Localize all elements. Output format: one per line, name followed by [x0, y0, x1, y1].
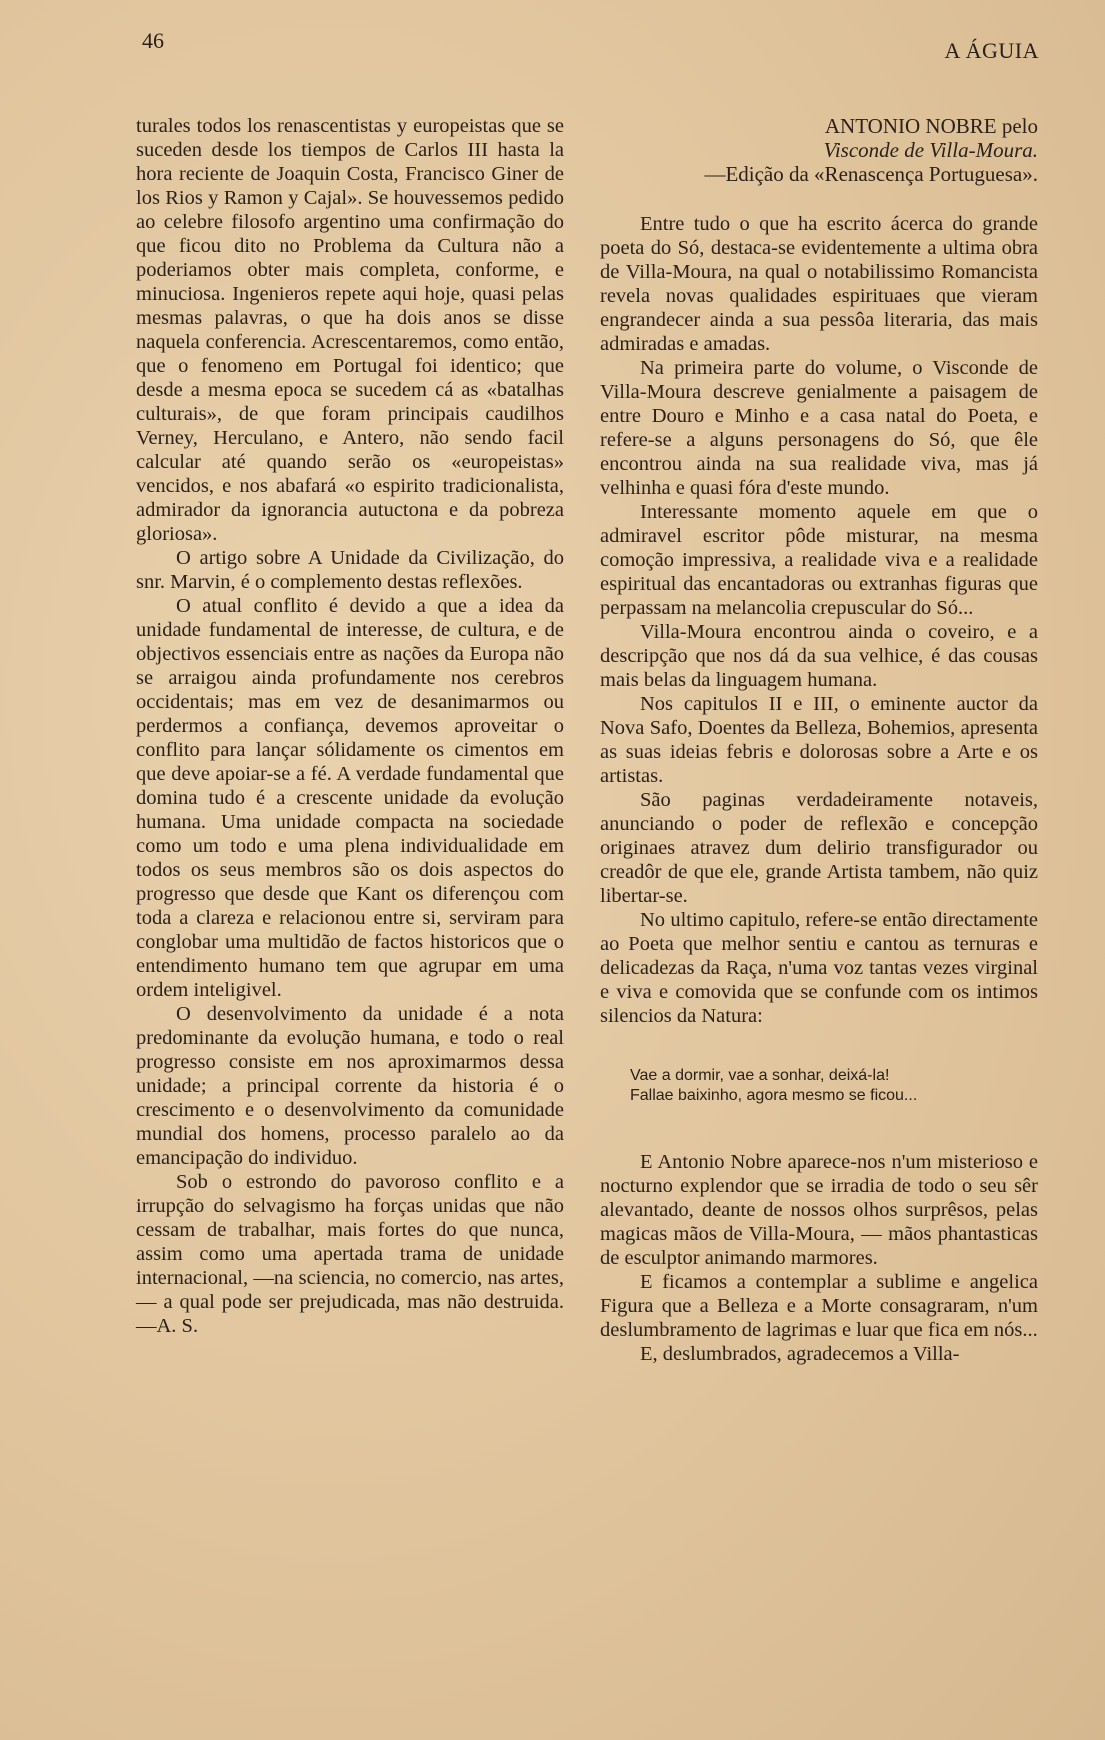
- paragraph: Villa-Moura encontrou ainda o coveiro, e a descripção que nos dá da sua velhice, é das cousas mais belas da linguagem humana.: [600, 621, 1038, 691]
- paragraph: O artigo sobre A Unidade da Civilização, do snr. Marvin, é o complemento destas reflexões.: [136, 547, 564, 593]
- paragraph: turales todos los renascentistas y europeistas que se suceden desde los tiempos de Carlos III hasta la hora reciente de Joaquin Costa, Francisco Giner de los Rios y Ramon y Cajal». Se houvessemos pedido ao celebre filosofo argentino uma confirmação do que ficou dito no Problema da Cultura não a poderiamos obter mais completa, conforme, e minuciosa. Ingenieros repete aqui hoje, quasi pelas mesmas palavras, o que ha dois anos se disse naquela conferencia. Acrescentaremos, como então, que o fenomeno em Portugal foi identico; que desde a mesma epoca se sucedem cá as «batalhas culturais», de que foram principais caudilhos Verney, Herculano, e Antero, não sendo facil calcular até quando serão os «europeistas» vencidos, e nos abafará «o espirito tradicionalista, admirador da ignorancia autuctona e da pobreza gloriosa».: [136, 115, 564, 545]
- review-title: ANTONIO NOBRE pelo: [824, 114, 1038, 138]
- paragraph: Nos capitulos II e III, o eminente auctor da Nova Safo, Doentes da Belleza, Bohemios, apresenta as suas ideias febris e dolorosas sobre a Arte e os artistas.: [600, 693, 1038, 787]
- running-title: A ÁGUIA: [944, 38, 1039, 63]
- paragraph: O desenvolvimento da unidade é a nota predominante da evolução humana, e todo o real progresso consiste em nos aproximarmos dessa unidade; a principal corrente da historia é o crescimento e o desenvolvimento da comunidade mundial dos homens, processo paralelo ao da emancipação do individuo.: [136, 1003, 564, 1169]
- paragraph: Interessante momento aquele em que o admiravel escritor pôde misturar, na mesma comoção impressiva, a realidade viva e a realidade espiritual das encantadoras ou extranhas figuras que perpassam na melancolia crepuscular do Só...: [600, 501, 1038, 619]
- paragraph: No ultimo capitulo, refere-se então directamente ao Poeta que melhor sentiu e cantou as ternuras e delicadezas da Raça, n'uma voz tantas vezes virginal e viva e comovida que se confunde com os intimos silencios da Natura:: [600, 909, 1038, 1027]
- verse-quote: [630, 1066, 1038, 1106]
- review-heading: [600, 114, 1038, 186]
- verse-line: Fallae baixinho, agora mesmo se ficou...: [630, 1087, 918, 1104]
- paragraph: E Antonio Nobre aparece-nos n'um misterioso e nocturno explendor que se irradia de todo o seu sêr alevantado, deante de nossos olhos surprêsos, pelas magicas mãos de Villa-Moura, — mãos phantasticas de esculptor animando marmores.: [600, 1151, 1038, 1269]
- verse-line: Vae a dormir, vae a sonhar, deixá-la!: [630, 1067, 890, 1084]
- right-column: [600, 114, 1038, 1366]
- paragraph: E ficamos a contemplar a sublime e angelica Figura que a Belleza e a Morte consagraram, n'um deslumbramento de lagrimas e luar que fica em nós...: [600, 1271, 1038, 1341]
- paragraph: Entre tudo o que ha escrito ácerca do grande poeta do Só, destaca-se evidentemente a ultima obra de Villa-Moura, na qual o notabilissimo Romancista revela novas qualidades espirituaes que vieram engrandecer ainda a sua pessôa literaria, das mais admiradas e amadas.: [600, 213, 1038, 355]
- paragraph: Sob o estrondo do pavoroso conflito e a irrupção do selvagismo ha forças unidas que não cessam de trabalhar, mais fortes do que nunca, assim como uma apertada trama de unidade internacional, —na sciencia, no comercio, nas artes,— a qual pode ser prejudicada, mas não destruida. —A. S.: [136, 1171, 564, 1337]
- review-edition: —Edição da «Renascença Portuguesa».: [704, 162, 1038, 186]
- page-number: 46: [142, 28, 164, 53]
- left-column: [136, 114, 564, 1338]
- paragraph: O atual conflito é devido a que a idea da unidade fundamental de interesse, de cultura, e de objectivos essenciais entre as nações da Europa não se arraigou ainda profundamente nos cerebros occidentais; mas em vez de desanimarmos ou perdermos a confiança, devemos aproveitar o conflito para lançar sólidamente os cimentos em que deve apoiar-se a fé. A verdade fundamental que domina tudo é a crescente unidade da evolução humana. Uma unidade compacta na sociedade como um todo e uma plena individualidade em todos os seus membros são os dois aspectos do progresso que desde que Kant os diferençou com toda a clareza e relacionou entre si, serviram para conglobar uma multidão de factos historicos que o entendimento humano tem que agrupar em uma ordem inteligivel.: [136, 595, 564, 1001]
- paragraph: São paginas verdadeiramente notaveis, anunciando o poder de reflexão e concepção originaes atravez dum delirio transfigurador ou creadôr de que ele, grande Artista tambem, não quiz libertar-se.: [600, 789, 1038, 907]
- review-author: Visconde de Villa-Moura.: [823, 138, 1038, 162]
- paragraph: E, deslumbrados, agradecemos a Villa-: [640, 1343, 960, 1365]
- paragraph: Na primeira parte do volume, o Visconde de Villa-Moura descreve genialmente a paisagem de entre Douro e Minho e a casa natal do Poeta, e refere-se a alguns personagens do Só, que êle encontrou ainda na sua realidade viva, mas já velhinha e quasi fóra d'este mundo.: [600, 357, 1038, 499]
